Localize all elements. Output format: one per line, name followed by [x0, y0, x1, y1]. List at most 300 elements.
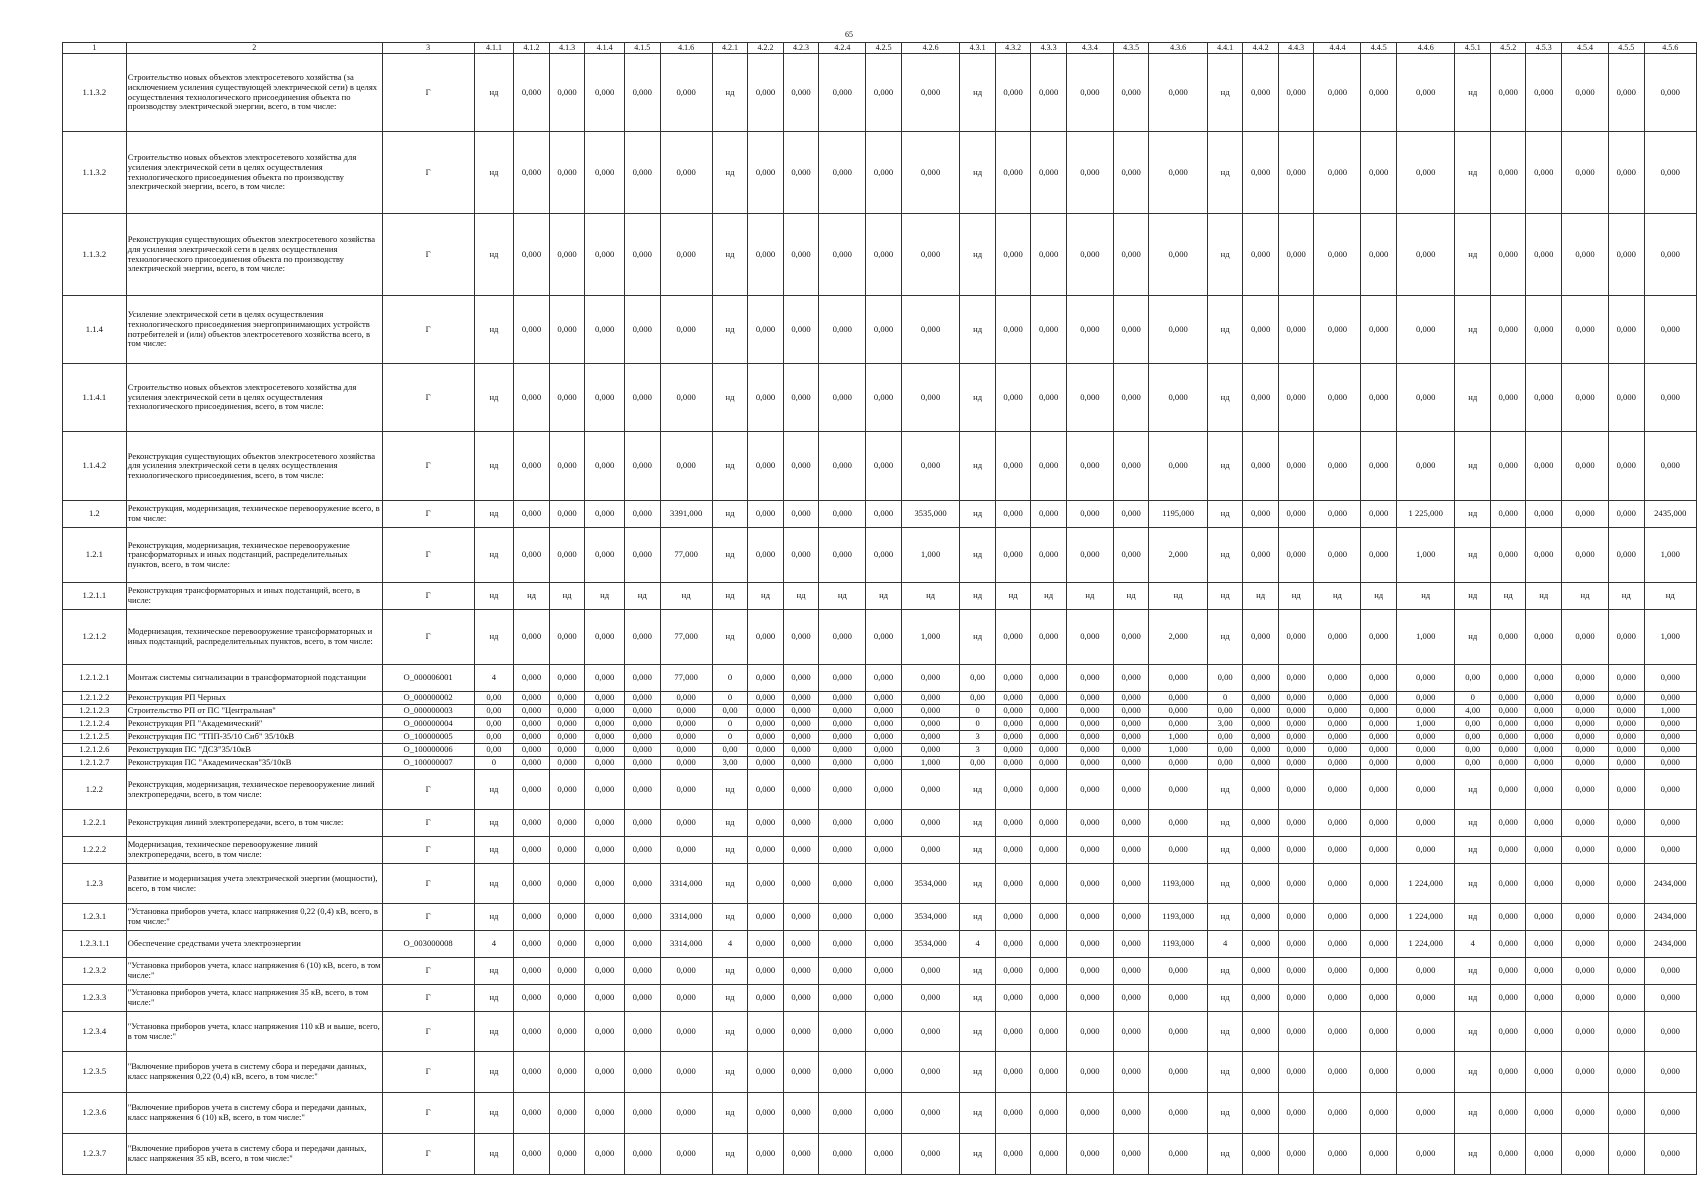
value-cell: нд [1207, 528, 1243, 583]
row-code-cell: 1.2.3.5 [63, 1052, 127, 1093]
value-cell: 0,000 [995, 665, 1031, 692]
value-cell: 0,00 [474, 705, 514, 718]
value-cell: 0,000 [783, 864, 819, 904]
value-cell: 0,000 [660, 364, 712, 432]
value-cell: нд [474, 1012, 514, 1052]
value-cell: 0,00 [960, 692, 996, 705]
value-cell: 0,00 [1455, 757, 1491, 770]
value-cell: 0,000 [1278, 1093, 1314, 1134]
value-cell: нд [712, 1134, 748, 1175]
value-cell: 0,000 [1396, 837, 1455, 864]
project-id-cell: О_000000003 [382, 705, 474, 718]
value-cell: 0,000 [1031, 501, 1067, 528]
value-cell: 0,000 [585, 718, 625, 731]
value-cell: 0,000 [1361, 364, 1397, 432]
value-cell: 0,000 [1361, 1134, 1397, 1175]
value-cell: 0,000 [585, 757, 625, 770]
value-cell: 0,000 [625, 837, 661, 864]
value-cell: 0,000 [995, 985, 1031, 1012]
value-cell: 0,00 [1207, 731, 1243, 744]
value-cell: 0,000 [1490, 214, 1526, 296]
value-cell: 0,000 [1278, 958, 1314, 985]
row-description-cell: Строительство новых объектов электросетевого хозяйства для усиления электрической сети в целях осуществления технологического присоединения, всего, в том числе: [126, 364, 382, 432]
row-code-cell: 1.1.4 [63, 296, 127, 364]
value-cell: 0,000 [625, 904, 661, 931]
value-cell: 0,000 [783, 528, 819, 583]
value-cell: 0,000 [585, 610, 625, 665]
value-cell: 0,000 [1609, 610, 1645, 665]
value-cell: 0,000 [866, 665, 902, 692]
value-cell: 0,000 [1396, 432, 1455, 501]
value-cell: 0,000 [1490, 958, 1526, 985]
row-code-cell: 1.2.3.4 [63, 1012, 127, 1052]
value-cell: 0,000 [1609, 132, 1645, 214]
value-cell: 0,000 [514, 364, 550, 432]
row-description-cell: Реконструкция РП Черных [126, 692, 382, 705]
value-cell: 0,000 [1149, 1134, 1208, 1175]
row-code-cell: 1.2.1.2.4 [63, 718, 127, 731]
row-description-cell: "Установка приборов учета, класс напряжения 110 кВ и выше, всего, в том числе:" [126, 1012, 382, 1052]
value-cell: 0,000 [1066, 770, 1113, 810]
value-cell: 0,000 [1149, 1052, 1208, 1093]
value-cell: нд [1207, 810, 1243, 837]
value-cell: 0,000 [1396, 810, 1455, 837]
value-cell: 0,00 [474, 692, 514, 705]
value-cell: 3314,000 [660, 864, 712, 904]
value-cell: нд [960, 1093, 996, 1134]
header-cell: 4.1.5 [625, 43, 661, 54]
value-cell: 0,000 [1314, 770, 1361, 810]
row-description-cell: Строительство новых объектов электросетевого хозяйства для усиления электрической сети в целях осуществления технологического присоединения объекта по производству электрической энергии, всего, в том числе: [126, 132, 382, 214]
value-cell: 1 224,000 [1396, 931, 1455, 958]
value-cell: 0,000 [1031, 54, 1067, 132]
value-cell: 0,000 [1396, 1052, 1455, 1093]
value-cell: 0,000 [1490, 296, 1526, 364]
value-cell: нд [474, 54, 514, 132]
value-cell: 0,000 [549, 364, 585, 432]
value-cell: 0,000 [819, 692, 866, 705]
value-cell: 0,000 [660, 132, 712, 214]
value-cell: 0,00 [960, 665, 996, 692]
value-cell: нд [1455, 958, 1491, 985]
value-cell: 0,000 [1562, 1012, 1609, 1052]
value-cell: 0,000 [1243, 810, 1279, 837]
value-cell: 0,000 [1609, 432, 1645, 501]
value-cell: 0,000 [1562, 904, 1609, 931]
value-cell: 0,000 [1609, 757, 1645, 770]
value-cell: 0,000 [514, 501, 550, 528]
value-cell: 0,000 [1149, 705, 1208, 718]
value-cell: нд [1455, 54, 1491, 132]
table-row [63, 958, 1697, 985]
value-cell: 0,000 [1562, 837, 1609, 864]
value-cell: нд [1207, 583, 1243, 610]
header-cell: 1 [63, 43, 127, 54]
value-cell: 0,000 [585, 1052, 625, 1093]
value-cell: нд [1609, 583, 1645, 610]
value-cell: 0,000 [995, 432, 1031, 501]
value-cell: 0,000 [625, 731, 661, 744]
value-cell: нд [1562, 583, 1609, 610]
value-cell: 0,000 [995, 610, 1031, 665]
value-cell: 0,000 [1396, 364, 1455, 432]
value-cell: 0,000 [748, 132, 784, 214]
value-cell: 0,000 [1562, 770, 1609, 810]
value-cell: 0,000 [1278, 1052, 1314, 1093]
value-cell: 1,000 [1644, 705, 1696, 718]
value-cell: 0 [712, 665, 748, 692]
value-cell: 0,000 [748, 610, 784, 665]
value-cell: 0,000 [866, 296, 902, 364]
value-cell: нд [474, 810, 514, 837]
value-cell: 0,000 [1526, 864, 1562, 904]
value-cell: 0,000 [1526, 1012, 1562, 1052]
value-cell: 77,000 [660, 665, 712, 692]
value-cell: 0,000 [995, 904, 1031, 931]
value-cell: 0,000 [1644, 958, 1696, 985]
row-description-cell: Строительство РП от ПС "Центральная" [126, 705, 382, 718]
value-cell: 0,000 [1314, 432, 1361, 501]
value-cell: 0,000 [625, 958, 661, 985]
value-cell: 0,000 [901, 364, 960, 432]
value-cell: 0,000 [819, 770, 866, 810]
value-cell: 0,000 [549, 757, 585, 770]
value-cell: 0,000 [1562, 432, 1609, 501]
value-cell: 0,000 [514, 214, 550, 296]
value-cell: 0,000 [783, 958, 819, 985]
value-cell: 0,000 [1644, 718, 1696, 731]
row-description-cell: Реконструкция, модернизация, техническое перевооружение трансформаторных и иных подстанций, распределительных пунктов, всего, в том числе: [126, 528, 382, 583]
row-description-cell: Реконструкция линий электропередачи, всего, в том числе: [126, 810, 382, 837]
value-cell: 0,000 [1490, 864, 1526, 904]
value-cell: нд [1066, 583, 1113, 610]
value-cell: 0,000 [995, 718, 1031, 731]
value-cell: 0,000 [585, 132, 625, 214]
value-cell: 3,00 [1207, 718, 1243, 731]
value-cell: 0,000 [1278, 610, 1314, 665]
value-cell: 0,000 [549, 1012, 585, 1052]
project-id-cell: О_000006001 [382, 665, 474, 692]
value-cell: нд [712, 810, 748, 837]
value-cell: нд [1455, 214, 1491, 296]
value-cell: 0,000 [1314, 757, 1361, 770]
value-cell: 0,000 [1490, 904, 1526, 931]
project-id-cell: Г [382, 1052, 474, 1093]
value-cell: 0,000 [748, 364, 784, 432]
value-cell: 0,000 [1243, 744, 1279, 757]
value-cell: 0 [1455, 692, 1491, 705]
value-cell: 0,000 [625, 864, 661, 904]
value-cell: 0,000 [748, 810, 784, 837]
table-row [63, 501, 1697, 528]
value-cell: 0,000 [514, 757, 550, 770]
value-cell: 0,000 [514, 665, 550, 692]
value-cell: 0,000 [1243, 364, 1279, 432]
value-cell: 0,000 [1113, 810, 1149, 837]
value-cell: 0,000 [1490, 731, 1526, 744]
value-cell: 0,000 [585, 744, 625, 757]
header-cell: 4.4.6 [1396, 43, 1455, 54]
value-cell: 0,000 [1396, 1093, 1455, 1134]
value-cell: 0,000 [819, 1012, 866, 1052]
value-cell: 0,00 [1455, 665, 1491, 692]
header-cell: 4.1.6 [660, 43, 712, 54]
row-description-cell: "Установка приборов учета, класс напряжения 0,22 (0,4) кВ, всего, в том числе:" [126, 904, 382, 931]
value-cell: 0,000 [1243, 1093, 1279, 1134]
value-cell: 0,000 [625, 214, 661, 296]
value-cell: 3534,000 [901, 864, 960, 904]
value-cell: 0,000 [1361, 1012, 1397, 1052]
value-cell: 0,000 [1278, 432, 1314, 501]
value-cell: 0,000 [660, 214, 712, 296]
value-cell: 0,000 [1066, 744, 1113, 757]
value-cell: 0,000 [1609, 744, 1645, 757]
value-cell: 0,000 [1278, 1134, 1314, 1175]
value-cell: 0,000 [748, 665, 784, 692]
value-cell: 0,000 [1562, 1052, 1609, 1093]
value-cell: 0,000 [1644, 744, 1696, 757]
row-description-cell: "Установка приборов учета, класс напряжения 35 кВ, всего, в том числе:" [126, 985, 382, 1012]
value-cell: 0,000 [783, 1093, 819, 1134]
value-cell: 0,000 [1314, 296, 1361, 364]
value-cell: 0,000 [1031, 528, 1067, 583]
value-cell: 0,000 [1278, 837, 1314, 864]
value-cell: 0,000 [995, 810, 1031, 837]
value-cell: 0,000 [1113, 610, 1149, 665]
value-cell: 0,000 [549, 1093, 585, 1134]
project-id-cell: О_000000004 [382, 718, 474, 731]
table-row [63, 54, 1697, 132]
value-cell: 0,000 [995, 501, 1031, 528]
value-cell: 0,000 [660, 1134, 712, 1175]
value-cell: нд [1396, 583, 1455, 610]
project-id-cell: Г [382, 958, 474, 985]
value-cell: 0,000 [1314, 610, 1361, 665]
value-cell: 0,000 [1243, 864, 1279, 904]
value-cell: 4,00 [1455, 705, 1491, 718]
value-cell: 1 224,000 [1396, 864, 1455, 904]
row-code-cell: 1.2.1.2.5 [63, 731, 127, 744]
value-cell: 0,000 [625, 1134, 661, 1175]
value-cell: 0,000 [1562, 692, 1609, 705]
value-cell: 0,000 [748, 1052, 784, 1093]
row-code-cell: 1.2.1.2.1 [63, 665, 127, 692]
row-code-cell: 1.2.1.2.3 [63, 705, 127, 718]
value-cell: 0,000 [995, 770, 1031, 810]
value-cell: 0 [712, 692, 748, 705]
value-cell: 0,000 [1361, 214, 1397, 296]
value-cell: 0,000 [585, 665, 625, 692]
value-cell: 0,000 [1278, 1012, 1314, 1052]
value-cell: 0,000 [995, 958, 1031, 985]
value-cell: нд [1207, 985, 1243, 1012]
value-cell: 0,000 [901, 705, 960, 718]
value-cell: 0,000 [1609, 985, 1645, 1012]
value-cell: 0,000 [585, 54, 625, 132]
value-cell: 0,000 [1490, 132, 1526, 214]
value-cell: 0,000 [1066, 132, 1113, 214]
value-cell: 3535,000 [901, 501, 960, 528]
value-cell: 0,000 [1278, 757, 1314, 770]
value-cell: нд [1455, 528, 1491, 583]
value-cell: 0,000 [1526, 837, 1562, 864]
value-cell: 0,000 [1278, 770, 1314, 810]
value-cell: нд [712, 54, 748, 132]
value-cell: 0,000 [1243, 837, 1279, 864]
value-cell: 0,000 [1562, 665, 1609, 692]
value-cell: 0,000 [1361, 705, 1397, 718]
value-cell: 0,000 [901, 1012, 960, 1052]
value-cell: 0,000 [866, 864, 902, 904]
value-cell: 0,000 [1396, 958, 1455, 985]
value-cell: 0,000 [866, 54, 902, 132]
value-cell: 0,000 [1490, 931, 1526, 958]
project-id-cell: О_100000006 [382, 744, 474, 757]
value-cell: 0,000 [819, 665, 866, 692]
value-cell: 0,000 [1243, 931, 1279, 958]
value-cell: 0,000 [783, 1012, 819, 1052]
value-cell: 0,000 [783, 1052, 819, 1093]
value-cell: нд [712, 985, 748, 1012]
header-cell: 4.2.3 [783, 43, 819, 54]
project-id-cell: Г [382, 610, 474, 665]
value-cell: 0 [474, 757, 514, 770]
value-cell: 0,000 [1113, 432, 1149, 501]
value-cell: нд [474, 132, 514, 214]
value-cell: 0,000 [901, 54, 960, 132]
value-cell: 0,000 [514, 904, 550, 931]
value-cell: 0,000 [549, 837, 585, 864]
value-cell: 0,000 [1113, 958, 1149, 985]
value-cell: 0,000 [748, 864, 784, 904]
value-cell: 0,000 [625, 985, 661, 1012]
value-cell: 0,000 [1609, 810, 1645, 837]
value-cell: нд [960, 864, 996, 904]
value-cell: 0,000 [783, 132, 819, 214]
value-cell: 0,000 [1609, 1093, 1645, 1134]
value-cell: 0,000 [660, 1052, 712, 1093]
row-description-cell: Реконструкция ПС "ТПП-35/10 Сиб" 35/10кВ [126, 731, 382, 744]
value-cell: 3534,000 [901, 904, 960, 931]
value-cell: 0,000 [1243, 501, 1279, 528]
value-cell: 0,000 [549, 692, 585, 705]
value-cell: 4 [960, 931, 996, 958]
value-cell: 0,000 [1490, 54, 1526, 132]
value-cell: 0,000 [1066, 864, 1113, 904]
value-cell: 0,000 [819, 54, 866, 132]
value-cell: 0,000 [549, 731, 585, 744]
value-cell: 0,000 [1314, 1134, 1361, 1175]
value-cell: 0,000 [1243, 214, 1279, 296]
value-cell: 0 [712, 731, 748, 744]
value-cell: 2434,000 [1644, 864, 1696, 904]
row-code-cell: 1.2.3.6 [63, 1093, 127, 1134]
value-cell: 0,00 [474, 731, 514, 744]
value-cell: 0,000 [783, 718, 819, 731]
project-id-cell: Г [382, 501, 474, 528]
value-cell: 0,000 [1644, 296, 1696, 364]
value-cell: 0,000 [995, 757, 1031, 770]
value-cell: нд [1455, 432, 1491, 501]
value-cell: 1,000 [1396, 528, 1455, 583]
value-cell: 0,000 [514, 810, 550, 837]
value-cell: 0,000 [866, 770, 902, 810]
value-cell: 0,000 [549, 744, 585, 757]
value-cell: 0,000 [1396, 770, 1455, 810]
value-cell: 0,000 [783, 904, 819, 931]
value-cell: 0,000 [1609, 1134, 1645, 1175]
value-cell: 0,000 [901, 132, 960, 214]
header-cell: 4.1.4 [585, 43, 625, 54]
value-cell: 0,000 [1278, 931, 1314, 958]
value-cell: 0,000 [1609, 904, 1645, 931]
value-cell: 0,000 [1243, 731, 1279, 744]
row-description-cell: "Включение приборов учета в систему сбора и передачи данных, класс напряжения 35 кВ, всего, в том числе:" [126, 1134, 382, 1175]
row-code-cell: 1.1.3.2 [63, 54, 127, 132]
value-cell: 0,000 [1066, 432, 1113, 501]
header-cell: 4.3.4 [1066, 43, 1113, 54]
value-cell: 0,000 [783, 54, 819, 132]
value-cell: нд [901, 583, 960, 610]
value-cell: 0,000 [819, 904, 866, 931]
value-cell: 0,000 [1031, 864, 1067, 904]
value-cell: 0,000 [783, 744, 819, 757]
header-cell: 4.5.6 [1644, 43, 1696, 54]
value-cell: 0,000 [866, 904, 902, 931]
value-cell: 0,000 [585, 692, 625, 705]
header-cell: 4.2.6 [901, 43, 960, 54]
value-cell: нд [1207, 837, 1243, 864]
project-id-cell: Г [382, 432, 474, 501]
value-cell: 0,000 [748, 904, 784, 931]
row-code-cell: 1.2.2.2 [63, 837, 127, 864]
value-cell: 0,000 [995, 214, 1031, 296]
value-cell: 0,000 [1396, 692, 1455, 705]
value-cell: нд [712, 432, 748, 501]
value-cell: 0,000 [1243, 985, 1279, 1012]
value-cell: 0,000 [1113, 132, 1149, 214]
value-cell: 0,000 [585, 904, 625, 931]
row-code-cell: 1.2.2 [63, 770, 127, 810]
value-cell: 0,000 [1644, 985, 1696, 1012]
value-cell: 0,000 [1609, 837, 1645, 864]
value-cell: 0,000 [995, 1093, 1031, 1134]
value-cell: 2,000 [1149, 610, 1208, 665]
value-cell: 0,000 [783, 757, 819, 770]
table-row [63, 731, 1697, 744]
header-cell: 3 [382, 43, 474, 54]
value-cell: 1,000 [1644, 610, 1696, 665]
value-cell: нд [960, 54, 996, 132]
value-cell: нд [1207, 1093, 1243, 1134]
value-cell: 0,000 [549, 718, 585, 731]
table-row [63, 132, 1697, 214]
value-cell: 0,000 [1562, 132, 1609, 214]
value-cell: 0,000 [1066, 837, 1113, 864]
value-cell: 0,000 [660, 718, 712, 731]
value-cell: 0,000 [1031, 1012, 1067, 1052]
value-cell: 0,000 [625, 744, 661, 757]
value-cell: 0,000 [819, 731, 866, 744]
value-cell: 0,000 [1031, 692, 1067, 705]
value-cell: 0,000 [1361, 692, 1397, 705]
value-cell: 0,000 [585, 528, 625, 583]
row-description-cell: Строительство новых объектов электросетевого хозяйства (за исключением усиления существующей электрической сети) в целях осуществления технологического присоединения объекта по производству электрической энергии, всего, в том числе: [126, 54, 382, 132]
value-cell: 0,000 [783, 770, 819, 810]
value-cell: 0,000 [660, 432, 712, 501]
value-cell: 0,000 [585, 810, 625, 837]
value-cell: 0,000 [1149, 296, 1208, 364]
